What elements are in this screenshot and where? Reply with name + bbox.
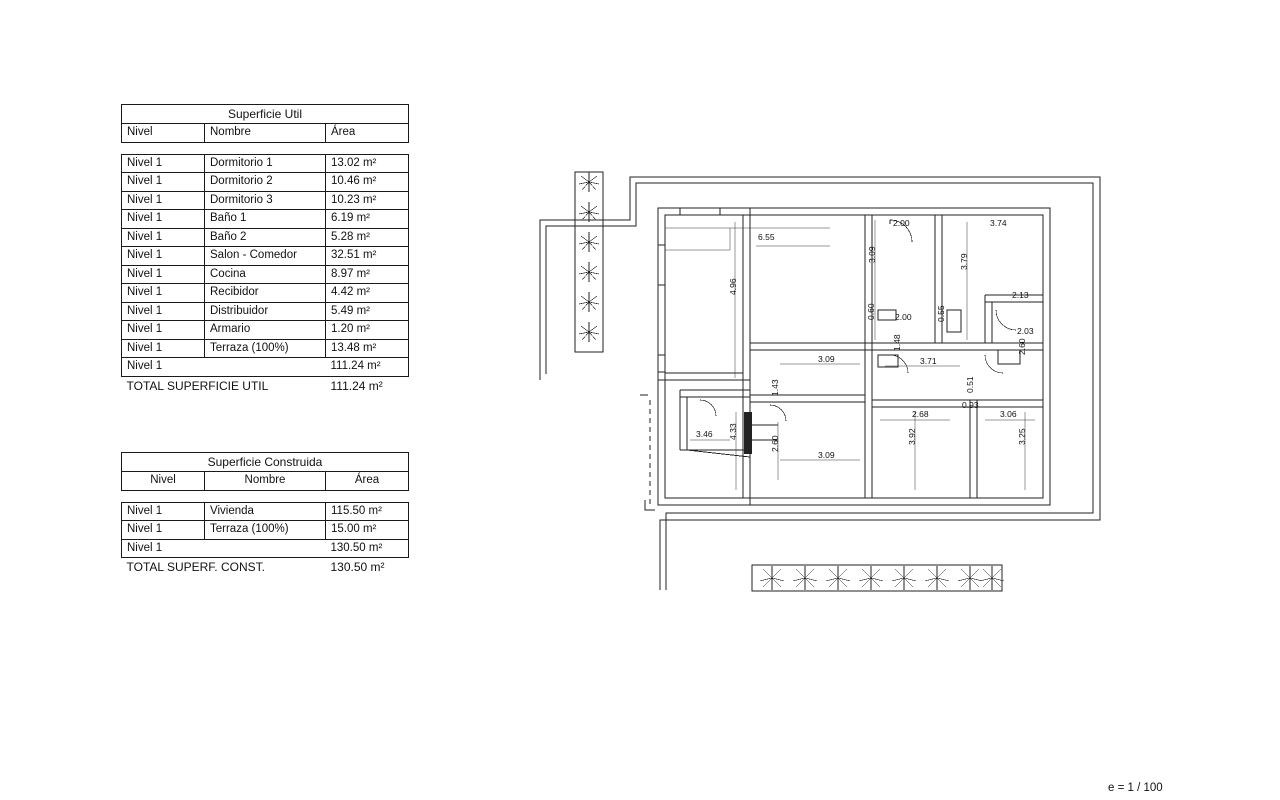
table-header-row xyxy=(122,472,409,491)
cell-area: 10.46 m² xyxy=(326,173,409,192)
dimension-label: 0.93 xyxy=(962,400,979,410)
cell-nivel: Nivel 1 xyxy=(122,210,205,229)
hedge-left xyxy=(575,172,603,352)
dimension-label: 3.06 xyxy=(1000,409,1017,419)
table-subtotal-row xyxy=(122,539,409,558)
cell-nivel: Nivel 1 xyxy=(122,302,205,321)
total-value: 111.24 m² xyxy=(330,378,383,393)
cell-nivel: Nivel 1 xyxy=(122,339,205,358)
subtotal-area: 111.24 m² xyxy=(326,358,409,377)
cell-nombre: Armario xyxy=(205,321,326,340)
dimension-label: 0.55 xyxy=(936,305,946,322)
cell-nivel: Nivel 1 xyxy=(122,154,205,173)
site-boundary xyxy=(540,177,1100,590)
table-row xyxy=(122,210,409,229)
cell-area: 5.28 m² xyxy=(326,228,409,247)
table-title-row xyxy=(122,105,409,124)
total-value: 130.50 m² xyxy=(330,560,385,575)
dimension-label: 1.43 xyxy=(770,379,780,396)
cell-area: 32.51 m² xyxy=(326,247,409,266)
table-subtotal-row xyxy=(122,358,409,377)
cell-nombre: Salon - Comedor xyxy=(205,247,326,266)
dimension-label: 3.46 xyxy=(696,429,713,439)
table-row xyxy=(122,154,409,173)
cell-area: 13.48 m² xyxy=(326,339,409,358)
superficie-construida-title: Superficie Construida xyxy=(122,453,409,472)
table-row xyxy=(122,321,409,340)
dimension-label: 2.13 xyxy=(1012,290,1029,300)
subtotal-area: 130.50 m² xyxy=(326,539,409,558)
cell-nivel: Nivel 1 xyxy=(122,265,205,284)
table-total-row xyxy=(122,376,409,395)
dimension-lines xyxy=(665,220,1035,490)
cell-area: 5.49 m² xyxy=(326,302,409,321)
cell-nombre: Distribuidor xyxy=(205,302,326,321)
dimension-label: 2.00 xyxy=(895,312,912,322)
cell-nombre: Dormitorio 3 xyxy=(205,191,326,210)
dimension-label: 3.79 xyxy=(959,253,969,270)
header-area: Área xyxy=(326,472,409,491)
total-label: TOTAL SUPERF. CONST. xyxy=(126,560,265,575)
dimension-label: 2.60 xyxy=(1017,338,1027,355)
header-nivel: Nivel xyxy=(122,472,205,491)
cell-area: 10.23 m² xyxy=(326,191,409,210)
cell-nombre: Dormitorio 1 xyxy=(205,154,326,173)
cell-nombre: Terraza (100%) xyxy=(205,339,326,358)
subtotal-nombre xyxy=(205,358,326,377)
cell-nombre: Vivienda xyxy=(205,502,326,521)
table-row xyxy=(122,228,409,247)
cell-area: 8.97 m² xyxy=(326,265,409,284)
cell-nivel: Nivel 1 xyxy=(122,521,205,540)
dimension-label: 0.60 xyxy=(866,303,876,320)
dimension-label: 2.60 xyxy=(770,435,780,452)
dimension-label: 3.09 xyxy=(818,450,835,460)
table-row xyxy=(122,284,409,303)
header-area: Área xyxy=(326,124,409,143)
table-total-row xyxy=(122,558,409,577)
cell-area: 15.00 m² xyxy=(326,521,409,540)
cell-nombre: Dormitorio 2 xyxy=(205,173,326,192)
cell-area: 6.19 m² xyxy=(326,210,409,229)
table-spacer xyxy=(122,490,409,502)
header-nombre: Nombre xyxy=(205,124,326,143)
cell-area: 1.20 m² xyxy=(326,321,409,340)
hedge-bottom xyxy=(752,565,1004,591)
table-row xyxy=(122,339,409,358)
subtotal-nivel: Nivel 1 xyxy=(122,358,205,377)
dimension-label: 3.25 xyxy=(1017,428,1027,445)
table-header-row xyxy=(122,124,409,143)
superficie-util-title: Superficie Util xyxy=(122,105,409,124)
header-nombre: Nombre xyxy=(205,472,326,491)
header-nivel: Nivel xyxy=(122,124,205,143)
cell-nombre: Recibidor xyxy=(205,284,326,303)
dimension-label: 3.92 xyxy=(907,428,917,445)
table-row xyxy=(122,265,409,284)
dimension-label: 4.33 xyxy=(728,423,738,440)
cell-area: 13.02 m² xyxy=(326,154,409,173)
dimension-label: 2.68 xyxy=(912,409,929,419)
cell-nivel: Nivel 1 xyxy=(122,284,205,303)
table-row xyxy=(122,191,409,210)
table-row xyxy=(122,502,409,521)
cell-nivel: Nivel 1 xyxy=(122,247,205,266)
dimension-label: 0.51 xyxy=(965,376,975,393)
dimension-label: 3.09 xyxy=(818,354,835,364)
table-row xyxy=(122,521,409,540)
dimension-label: 3.09 xyxy=(867,246,877,263)
dimension-label: 2.00 xyxy=(893,218,910,228)
cell-nombre: Cocina xyxy=(205,265,326,284)
cell-area: 115.50 m² xyxy=(326,502,409,521)
subtotal-nombre xyxy=(205,539,326,558)
cell-nivel: Nivel 1 xyxy=(122,321,205,340)
total-label: TOTAL SUPERFICIE UTIL xyxy=(126,378,269,393)
superficie-util-table xyxy=(121,104,409,395)
dimension-label: 1.48 xyxy=(892,334,902,351)
cell-nombre: Terraza (100%) xyxy=(205,521,326,540)
cell-nivel: Nivel 1 xyxy=(122,191,205,210)
table-spacer xyxy=(122,142,409,154)
subtotal-nivel: Nivel 1 xyxy=(122,539,205,558)
table-row xyxy=(122,302,409,321)
house-outer-wall xyxy=(658,208,1050,505)
cell-nivel: Nivel 1 xyxy=(122,228,205,247)
floor-plan-drawing xyxy=(530,150,1130,610)
dimension-label: 4.96 xyxy=(728,278,738,295)
cell-nombre: Baño 2 xyxy=(205,228,326,247)
superficie-construida-table xyxy=(121,452,409,576)
table-title-row xyxy=(122,453,409,472)
dimension-label: 2.03 xyxy=(1017,326,1034,336)
cell-nombre: Baño 1 xyxy=(205,210,326,229)
cell-nivel: Nivel 1 xyxy=(122,502,205,521)
dimension-label: 6.55 xyxy=(758,232,775,242)
dimension-label: 3.74 xyxy=(990,218,1007,228)
scale-note: e = 1 / 100 xyxy=(1108,782,1163,794)
dimension-label: 3.71 xyxy=(920,356,937,366)
table-row xyxy=(122,247,409,266)
cell-area: 4.42 m² xyxy=(326,284,409,303)
interior-walls xyxy=(680,215,1043,505)
cell-nivel: Nivel 1 xyxy=(122,173,205,192)
table-row xyxy=(122,173,409,192)
